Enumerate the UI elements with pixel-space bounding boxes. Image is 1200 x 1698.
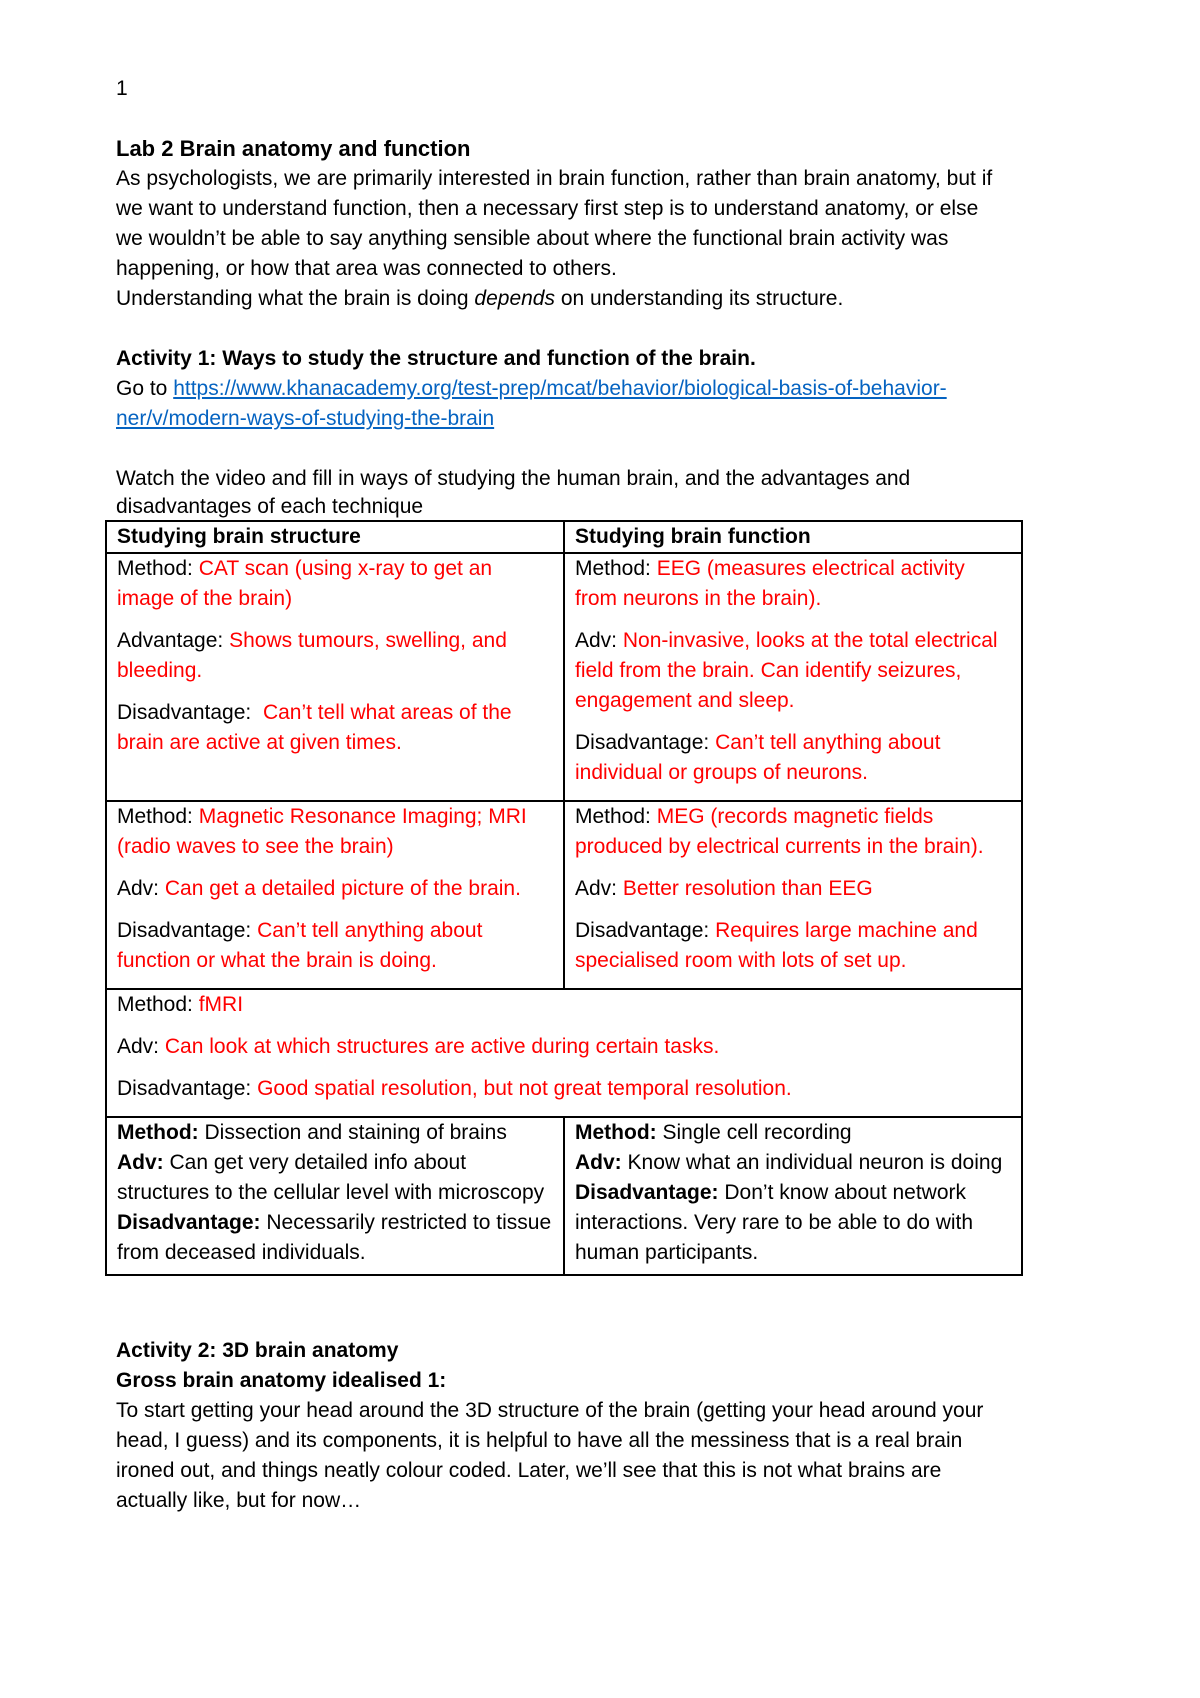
advantage-entry <box>575 874 1011 904</box>
label: Adv: <box>575 1151 622 1174</box>
cell-dissection <box>106 1117 564 1275</box>
activity1-link-line <box>116 404 1076 434</box>
disadvantage-entry <box>117 1208 553 1268</box>
cell-mri <box>106 801 564 989</box>
answer: Shows tumours, swelling, and bleeding. <box>117 629 507 682</box>
activity2-line: To start getting your head around the 3D structure of the brain (getting your head around your <box>116 1399 984 1422</box>
activity2-heading: Activity 2: 3D brain anatomy <box>116 1339 399 1362</box>
cell-cat-scan <box>106 553 564 801</box>
method-entry <box>575 1118 1011 1148</box>
cell-eeg <box>564 553 1022 801</box>
activity1-instruction: disadvantages of each technique <box>116 495 424 518</box>
advantage-entry <box>117 1032 1011 1062</box>
table-row <box>106 801 1022 989</box>
method-entry <box>117 554 553 614</box>
answer: Can’t tell anything about individual or groups of neurons. <box>575 731 941 784</box>
advantage-entry <box>117 626 553 686</box>
answer: Know what an individual neuron is doing <box>621 1151 1003 1174</box>
cell-fmri <box>106 989 1022 1117</box>
method-entry <box>117 802 553 862</box>
answer: Requires large machine and specialised room with lots of set up. <box>575 919 978 972</box>
answer: Don’t know about network interactions. Very rare to be able to do with human participants. <box>575 1181 974 1264</box>
answer: Necessarily restricted to tissue from deceased individuals. <box>117 1211 552 1264</box>
activity1-instruction: Watch the video and fill in ways of studying the human brain, and the advantages and <box>116 467 911 490</box>
label: Method: <box>575 1121 657 1144</box>
document-body <box>116 134 1076 1516</box>
intro-line: happening, or how that area was connected to others. <box>116 257 617 280</box>
label: Disadvantage: <box>117 701 263 724</box>
answer: Can look at which structures are active during certain tasks. <box>164 1035 720 1058</box>
label: Disadvantage: <box>117 1077 258 1100</box>
activity2-line: head, I guess) and its components, it is helpful to have all the messiness that is a real brain <box>116 1429 963 1452</box>
activity2-line: actually like, but for now… <box>116 1489 362 1512</box>
table-row <box>106 989 1022 1117</box>
advantage-entry <box>575 1148 1011 1178</box>
answer: Can get very detailed info about structures to the cellular level with microscopy <box>117 1151 545 1204</box>
go-to-label: Go to <box>116 377 174 400</box>
header-function: Studying brain function <box>564 521 1022 553</box>
disadvantage-entry <box>117 1074 1011 1104</box>
activity1-link-line <box>116 374 1076 404</box>
answer: Non-invasive, looks at the total electrical field from the brain. Can identify seizures, engagement and sleep. <box>575 629 998 712</box>
label: Method: <box>117 1121 199 1144</box>
table-header-row <box>106 521 1022 553</box>
header-structure: Studying brain structure <box>106 521 564 553</box>
answer: Dissection and staining of brains <box>198 1121 507 1144</box>
answer: Good spatial resolution, but not great temporal resolution. <box>257 1077 792 1100</box>
disadvantage-entry <box>117 916 553 976</box>
disadvantage-entry <box>117 698 553 758</box>
intro-depends-line <box>116 284 1076 314</box>
method-entry <box>117 1118 553 1148</box>
label: Adv: <box>575 629 623 652</box>
answer: Can’t tell anything about function or what the brain is doing. <box>117 919 483 972</box>
answer: MEG (records magnetic fields produced by electrical currents in the brain). <box>575 805 984 858</box>
label: Method: <box>117 805 199 828</box>
disadvantage-entry <box>575 1178 1011 1268</box>
label: Adv: <box>117 1151 164 1174</box>
label: Method: <box>575 557 657 580</box>
answer: Magnetic Resonance Imaging; MRI (radio waves to see the brain) <box>117 805 527 858</box>
cell-single-cell <box>564 1117 1022 1275</box>
label: Disadvantage: <box>575 919 716 942</box>
page-title: Lab 2 Brain anatomy and function <box>116 136 471 161</box>
intro-line: we wouldn’t be able to say anything sensible about where the functional brain activity was <box>116 227 949 250</box>
label: Disadvantage: <box>575 731 716 754</box>
intro-text: on understanding its structure. <box>554 287 844 310</box>
label: Adv: <box>575 877 623 900</box>
label: Advantage: <box>117 629 230 652</box>
intro-text: Understanding what the brain is doing <box>116 287 475 310</box>
label: Disadvantage: <box>117 919 258 942</box>
methods-table <box>105 520 1023 1276</box>
label: Disadvantage: <box>117 1211 261 1234</box>
table-row <box>106 1117 1022 1275</box>
table-row <box>106 553 1022 801</box>
advantage-entry <box>575 626 1011 716</box>
label: Adv: <box>117 877 165 900</box>
intro-emphasis: depends <box>474 287 555 310</box>
label: Method: <box>575 805 657 828</box>
method-entry <box>117 990 1011 1020</box>
activity2-subheading: Gross brain anatomy idealised 1: <box>116 1369 447 1392</box>
intro-line: we want to understand function, then a necessary first step is to understand anatomy, or else <box>116 197 979 220</box>
activity1-heading: Activity 1: Ways to study the structure and function of the brain. <box>116 347 756 370</box>
disadvantage-entry <box>575 916 1011 976</box>
answer: Better resolution than EEG <box>622 877 873 900</box>
intro-line: As psychologists, we are primarily interested in brain function, rather than brain anatomy, but if <box>116 167 993 190</box>
answer: Can’t tell what areas of the brain are active at given times. <box>117 701 512 754</box>
method-entry <box>575 802 1011 862</box>
disadvantage-entry <box>575 728 1011 788</box>
label: Adv: <box>117 1035 165 1058</box>
advantage-entry <box>117 874 553 904</box>
answer: fMRI <box>198 993 244 1016</box>
khanacademy-link[interactable]: https://www.khanacademy.org/test-prep/mcat/behavior/biological-basis-of-behavior- <box>173 377 947 400</box>
label: Method: <box>117 993 199 1016</box>
method-entry <box>575 554 1011 614</box>
advantage-entry <box>117 1148 553 1208</box>
khanacademy-link-continued[interactable]: ner/v/modern-ways-of-studying-the-brain <box>116 407 495 430</box>
cell-meg <box>564 801 1022 989</box>
page-number: 1 <box>116 77 128 100</box>
answer: Single cell recording <box>656 1121 852 1144</box>
label: Method: <box>117 557 199 580</box>
activity2-line: ironed out, and things neatly colour coded. Later, we’ll see that this is not what brains are <box>116 1459 942 1482</box>
answer: EEG (measures electrical activity from neurons in the brain). <box>575 557 965 610</box>
answer: Can get a detailed picture of the brain. <box>164 877 521 900</box>
answer: CAT scan (using x-ray to get an image of the brain) <box>117 557 493 610</box>
label: Disadvantage: <box>575 1181 719 1204</box>
